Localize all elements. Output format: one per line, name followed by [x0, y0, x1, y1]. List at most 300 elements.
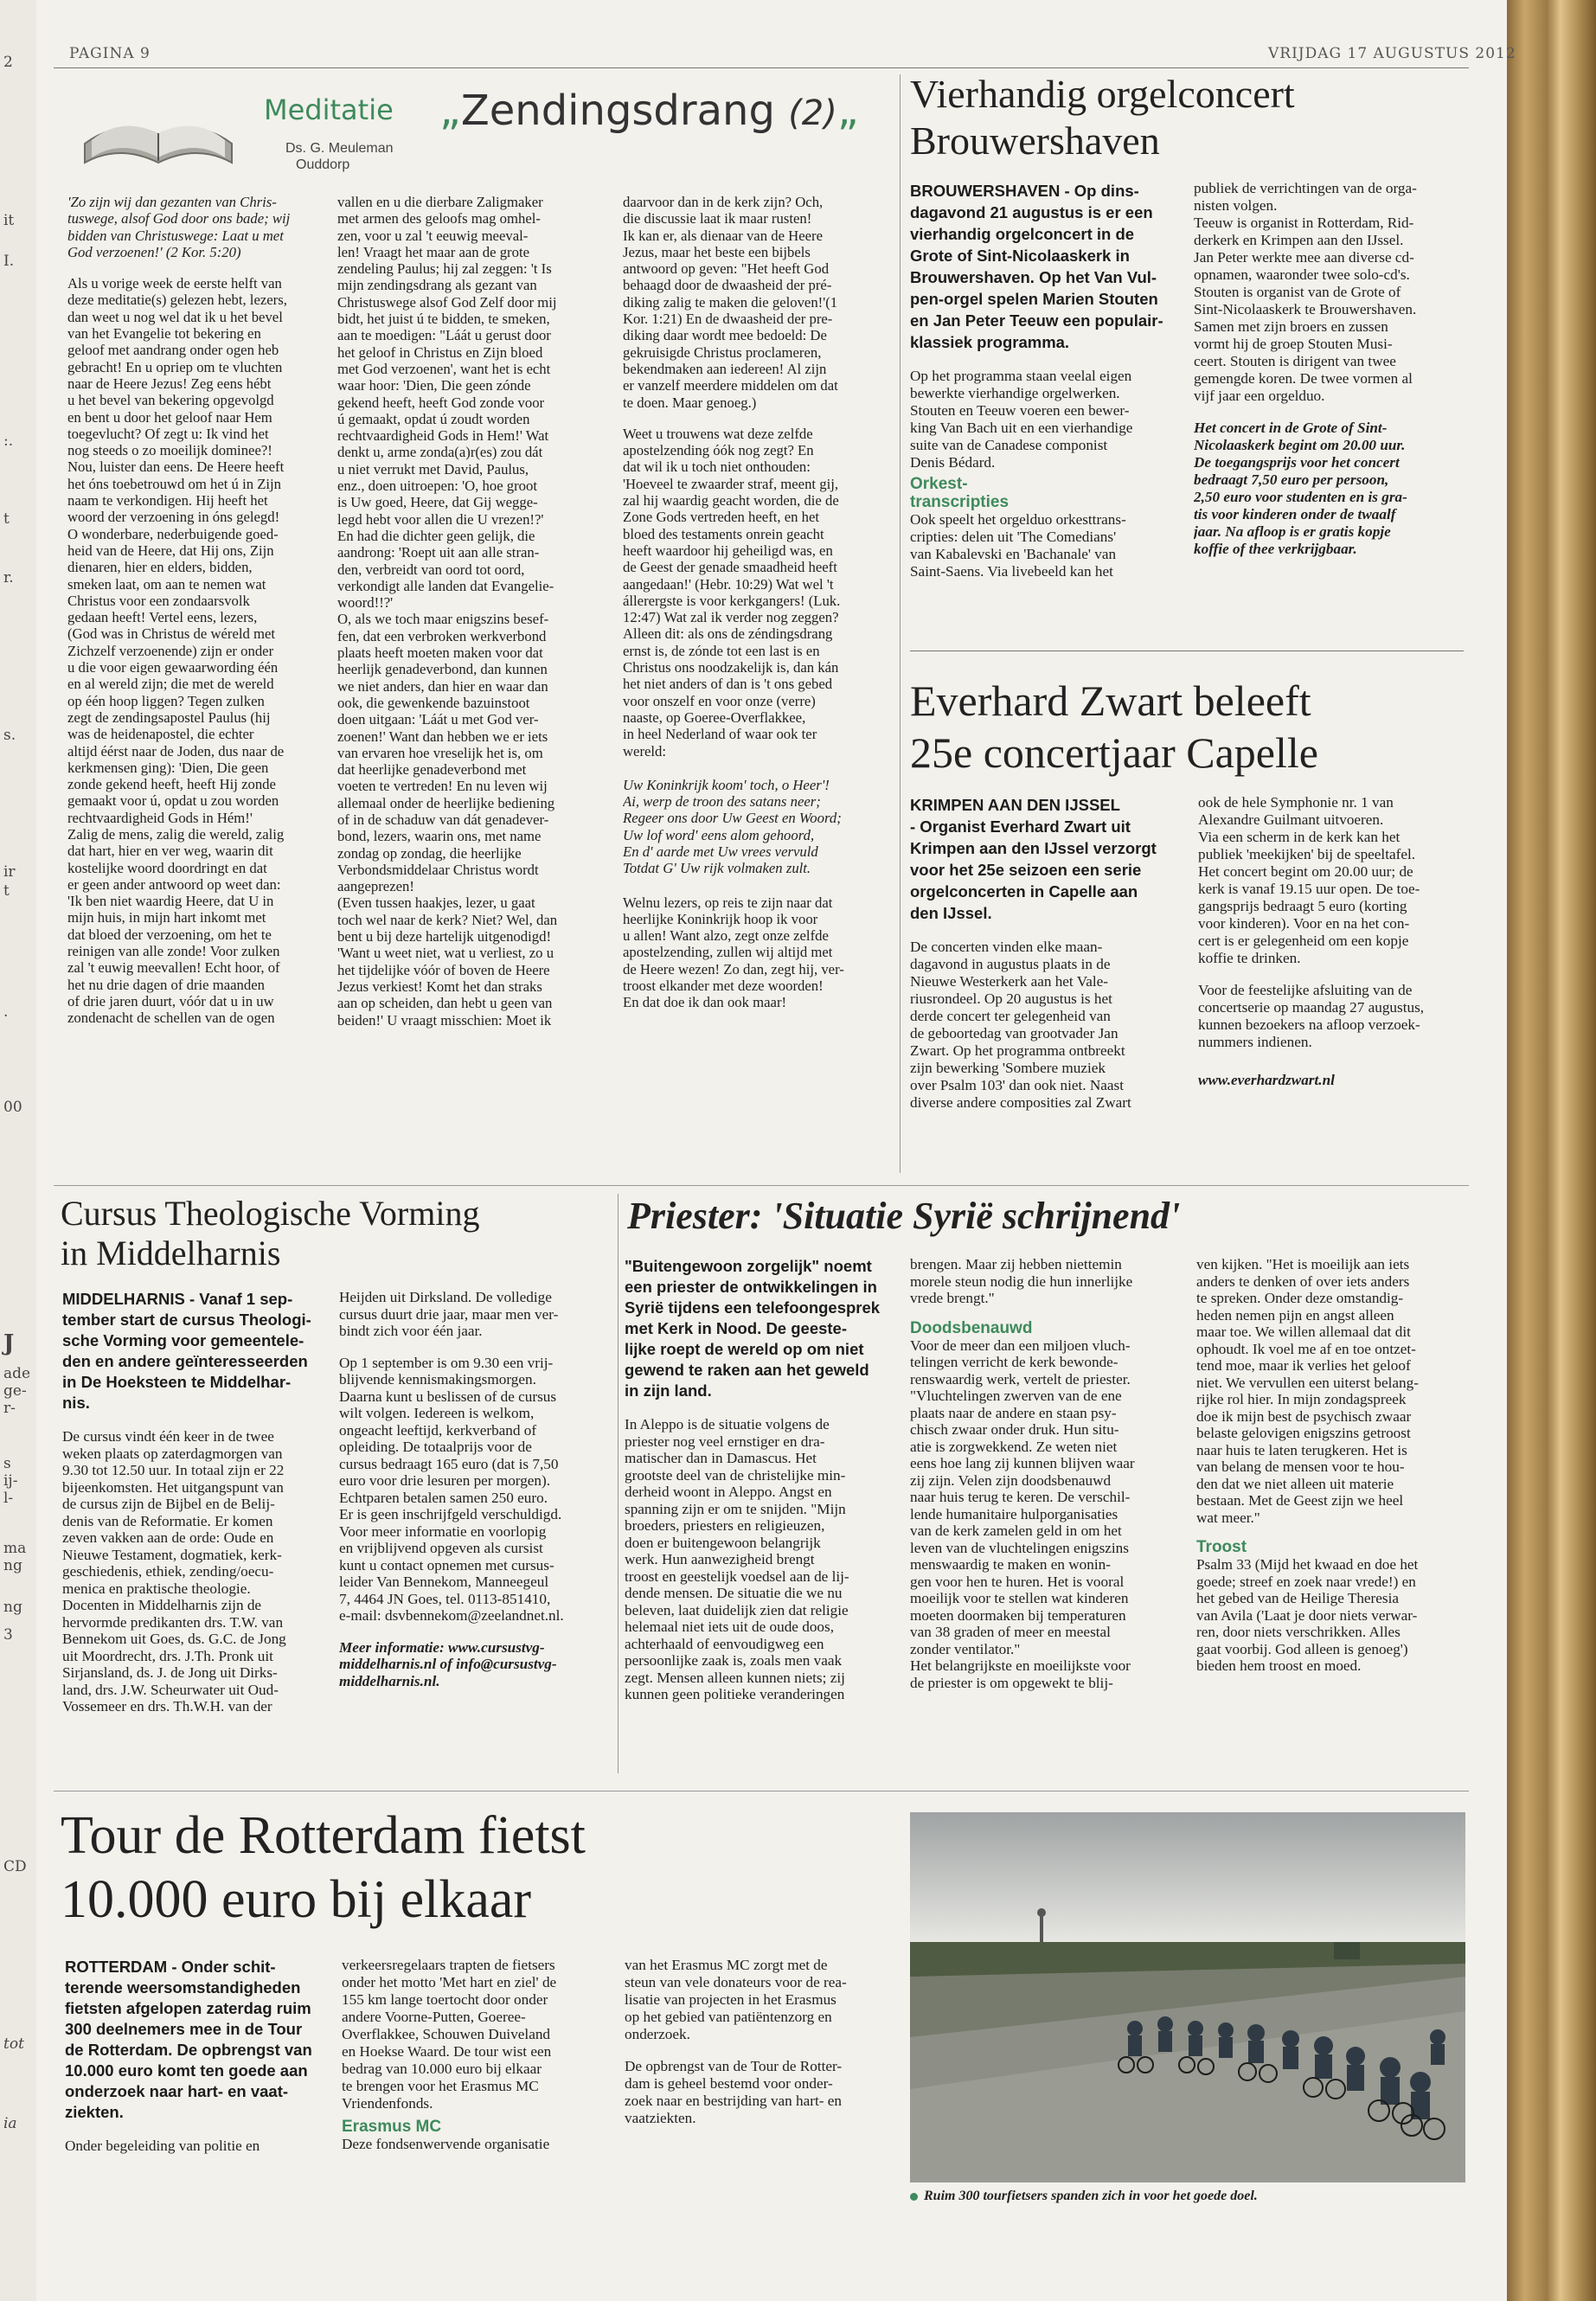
text-line: Docenten in Middelharnis zijn de: [62, 1597, 262, 1613]
text-line: er vanzelf meerdere middelen om dat: [623, 377, 838, 394]
margin-mark: s.: [3, 727, 16, 744]
text-line: Samen met zijn broers en zussen: [1194, 318, 1388, 335]
column-divider: [618, 1194, 619, 1773]
text-line: ongeacht leeftijd, kerkverband of: [339, 1421, 537, 1439]
text-line: Verbondsmiddelaar Christus wordt: [337, 861, 539, 878]
lead-line: fietsten afgelopen zaterdag ruim: [65, 1999, 311, 2017]
text-line: leven van de vluchtelingen enigszins: [910, 1539, 1129, 1556]
text-line: altijd éérst naar de Joden, dus naar de: [67, 742, 285, 760]
lead-line: onderzoek naar hart- en vaat-: [65, 2082, 289, 2100]
margin-mark: ij-: [3, 1472, 18, 1490]
text-line: gaat voorbij. God alleen is genoeg'): [1196, 1640, 1408, 1657]
orgel-headline: Vierhandig orgelconcert: [910, 72, 1295, 116]
text-line: Welnu lezers, op reis te zijn naar dat: [623, 894, 833, 911]
tour-column-3: [625, 1957, 884, 2208]
priester-subhead-1: Doodsbenauwd: [910, 1318, 1033, 1337]
text-line: God verzoenen!' (2 Kor. 5:20): [67, 243, 241, 260]
subhead-line: Orkest-: [910, 475, 968, 493]
margin-mark: ng: [3, 1557, 22, 1574]
text-line: leider Van Bennekom, Manneegeul: [339, 1574, 549, 1590]
text-line: andere Voorne-Putten, Goeree-: [342, 2009, 526, 2025]
text-line: van belang de mensen voor te hou-: [1196, 1458, 1405, 1475]
tour-headline-2: 10.000 euro bij elkaar: [61, 1870, 532, 1929]
text-line: was de heidenapostel, die echter: [67, 726, 254, 743]
text-line: reinigen van alle zonde! Voor zulken: [67, 943, 280, 960]
text-line: we niet anders, dan hier en waar dan: [337, 677, 548, 695]
text-line: doen er buitengewoon belangrijk: [625, 1534, 821, 1551]
cursus-headline: Cursus Theologische Vorming: [61, 1194, 480, 1233]
text-line: brengen. Maar zij hebben niettemin: [910, 1256, 1122, 1272]
text-line: enz., doen uitroepen: 'O, hoe groot: [337, 478, 538, 495]
everhard-headline: Everhard Zwart beleeft: [910, 676, 1311, 725]
text-line: concertserie op maandag 27 augustus,: [1198, 999, 1425, 1016]
text-line: mijn zendingsdrang als gezant van: [337, 277, 537, 294]
text-line: bedrag van 10.000 euro bij elkaar: [342, 2061, 542, 2077]
text-line: dan weet u nog wel dat ik u het bevel: [67, 308, 283, 325]
text-line: de priester is om opgewekt te blij-: [910, 1674, 1113, 1691]
text-line: ernst is, de zónde tot een last is en: [623, 642, 820, 659]
info-line: koffie of thee verkrijgbaar.: [1194, 541, 1357, 557]
poem-line: Ai, werp de troon des satans neer;: [623, 793, 821, 811]
margin-mark: CD: [3, 1858, 27, 1875]
text-line: riusrondeel. Op 20 augustus is het: [910, 990, 1112, 1007]
info-line: Nicolaaskerk begint om 20.00 uur.: [1194, 437, 1406, 453]
text-line: Jezus verkiest! Komt het dan straks: [337, 977, 542, 995]
text-line: ren, door niets verschrikken. Alles: [1196, 1624, 1401, 1640]
text-line: is Uw goed, Heere, dat Gij wegge-: [337, 494, 538, 511]
text-line: allemaal onder de heerlijke bediening: [337, 794, 555, 811]
text-line: vaatziekten.: [625, 2110, 696, 2126]
text-line: diverse andere composities zal Zwart: [910, 1094, 1131, 1111]
everhard-url[interactable]: www.everhardzwart.nl: [1198, 1072, 1335, 1088]
text-line: bidt, het juist ú te bidden, te smeken,: [337, 311, 550, 328]
text-line: zendeling Paulus; hij zal zeggen: 't Is: [337, 260, 552, 278]
binding-edge: [1507, 0, 1596, 2301]
info-line: De toegangsprijs voor het concert: [1194, 454, 1400, 471]
text-line: toegevlucht? Of zegt u: Ik vind het: [67, 425, 269, 442]
everhard-column-1: [910, 794, 1178, 1175]
text-line: 'Hoeveel te zwaarder straf, meent gij,: [623, 475, 839, 492]
text-line: cursus bedraagt 165 euro (dat is 7,50: [339, 1455, 559, 1472]
text-line: cursus duurt drie jaar, maar men ver-: [339, 1305, 559, 1323]
text-line: kunnen bezoekers na afloop verzoek-: [1198, 1016, 1420, 1033]
text-line: te spreken. Onder deze omstandig-: [1196, 1290, 1404, 1306]
text-line: anders te denken of over iets anders: [1196, 1272, 1410, 1290]
text-line: zal 't euwig meevallen! Echt hoor, of: [67, 959, 280, 977]
text-line: broeders, priesters en religieuzen,: [625, 1517, 825, 1534]
tour-column-2: [342, 1957, 601, 2208]
text-line: en bent u door het geloof naar Hem: [67, 408, 272, 426]
text-line: verkeersregelaars trapten de fietsers: [342, 1957, 555, 1973]
text-line: 7, 4464 JN Goes, tel. 0113-851410,: [339, 1590, 551, 1607]
margin-mark: ge-: [3, 1382, 27, 1400]
text-line: moeilijk voor te stellen wat kinderen: [910, 1590, 1129, 1606]
page-label: PAGINA 9: [69, 45, 151, 62]
text-line: Zalig de mens, zalig die wereld, zalig: [67, 825, 285, 843]
text-line: De concerten vinden elke maan-: [910, 939, 1103, 955]
lead-line: dagavond 21 augustus is er een: [910, 203, 1153, 221]
text-line: ven kijken. "Het is moeilijk aan iets: [1196, 1256, 1410, 1272]
text-line: naaste, op Goeree-Overflakkee,: [623, 708, 806, 726]
text-line: u het bevel van bekering opgevolgd: [67, 392, 274, 409]
lead-line: sche Vorming voor gemeentele-: [62, 1331, 304, 1349]
margin-mark: :.: [3, 433, 14, 450]
lead-line: pen-orgel spelen Marien Stouten: [910, 290, 1158, 308]
cursus-column-1: [62, 1289, 322, 1773]
text-line: gen voor hen te huren. Het is vooral: [910, 1573, 1125, 1590]
text-line: woord!!?': [337, 594, 394, 612]
priester-column-3: [1196, 1256, 1465, 1775]
text-line: Ook speelt het orgelduo orkesttrans-: [910, 511, 1126, 528]
text-line: u allen! Want alzo, zegt onze zelfde: [623, 927, 829, 945]
text-line: het geloof in Christus en Zijn bloed: [337, 343, 543, 361]
text-line: moeten doormaken bij temperaturen: [910, 1606, 1126, 1624]
lead-line: en Jan Peter Teeuw een populair-: [910, 311, 1163, 330]
text-line: werk. Hun aanwezigheid brengt: [625, 1551, 815, 1567]
text-line: morele steun nodig die hun innerlijke: [910, 1272, 1133, 1290]
text-line: woord der verzoening in óns gelegd!: [67, 509, 280, 526]
text-line: En had die dichter geen gelijk, die: [337, 527, 535, 544]
text-line: voor kinderen). Voor en na het con-: [1198, 915, 1410, 932]
page-date: VRIJDAG 17 AUGUSTUS 2012: [1268, 45, 1516, 62]
text-line: u die voor eigen gewaarwording één: [67, 659, 279, 676]
text-line: Zwart. Op het programma ontbreekt: [910, 1042, 1125, 1059]
text-line: Zichzelf verzoenende) zijn er onder: [67, 642, 274, 659]
text-line: bekendmaken aan iedereen! Al zijn: [623, 360, 827, 377]
text-line: gebracht! En u opriep om te vluchten: [67, 358, 283, 375]
text-line: de geboortedag van grootvader Jan: [910, 1025, 1118, 1042]
text-line: menica en praktische theologie.: [62, 1580, 251, 1597]
lead-line: met Kerk in Nood. De geeste-: [625, 1319, 848, 1337]
section-divider: [54, 1185, 1469, 1186]
poem-line: En d' aarde met Uw vrees vervuld: [623, 843, 818, 860]
meditation-column-3: [623, 194, 891, 1164]
text-line: die discussie laat ik maar rusten!: [623, 210, 812, 228]
margin-mark: 00: [3, 1099, 22, 1116]
text-line: Voor meer informatie en voorlopig: [339, 1522, 547, 1540]
tour-column-1: [65, 1957, 324, 2208]
orgel-column-1: [910, 180, 1170, 630]
text-line: troost en geestelijk voedsel aan de lij-: [625, 1567, 849, 1585]
text-line: opleiding. De totaalprijs voor de: [339, 1439, 532, 1455]
text-line: "Vluchtelingen zwerven van de ene: [910, 1388, 1122, 1404]
margin-mark: t: [3, 882, 10, 900]
text-line: spanning zijn er om te snijden. "Mijn: [625, 1500, 846, 1517]
text-line: 'Ik ben niet waardig Heere, dat U in: [67, 893, 274, 910]
text-line: Psalm 33 (Mijd het kwaad en doe het: [1196, 1556, 1419, 1573]
lead-line: KRIMPEN AAN DEN IJSSEL: [910, 796, 1120, 814]
meditation-column-2: [337, 194, 597, 1164]
text-line: persoonlijke zaak is, zoals men vaak: [625, 1652, 843, 1669]
tour-headline: Tour de Rotterdam fietst: [61, 1806, 586, 1865]
info-line: jaar. Na afloop is er gratis kopje: [1194, 523, 1391, 540]
lead-line: tember start de cursus Theologi-: [62, 1311, 311, 1329]
poem-line: Regeer ons door Uw Geest en Woord;: [623, 810, 842, 827]
lead-line: nis.: [62, 1394, 90, 1412]
text-line: geschiedenis, ethiek, zending/oecu-: [62, 1563, 274, 1580]
text-line: Alleen dit: als ons de zéndingsdrang: [623, 625, 833, 643]
text-line: chisch zwaar onder druk. Hun situ-: [910, 1421, 1119, 1438]
text-line: 9.30 tot 12.50 uur. In totaal zijn er 22: [62, 1462, 285, 1478]
text-line: waar hoor: 'Dien, Die geen zónde: [337, 377, 531, 394]
margin-mark: ma: [3, 1540, 27, 1557]
text-line: gekruisigde Christus proclameren,: [623, 343, 822, 361]
text-line: zoenen!' Want dan hebben we er iets: [337, 727, 548, 745]
text-line: van het Evangelie tot bekering en: [67, 325, 261, 343]
text-line: uit Moordrecht, drs. J.Th. Pronk uit: [62, 1647, 273, 1664]
info-line: bedraagt 7,50 euro per persoon,: [1194, 471, 1389, 488]
text-line: den dat we niet alleen uit materie: [1196, 1475, 1394, 1492]
text-line: zegt. Mensen alleen kunnen niets; zij: [625, 1669, 845, 1686]
text-line: van Avila ('Laat je door niets verwar-: [1196, 1606, 1418, 1624]
text-line: (Even tussen haakjes, lezer, u gaat: [337, 894, 535, 912]
margin-mark: .: [3, 1003, 9, 1021]
text-line: aandrong: 'Roept uit aan alle stran-: [337, 544, 540, 561]
text-line: te brengen voor het Erasmus MC: [342, 2078, 539, 2094]
text-line: vormt hij de groep Stouten Musi-: [1194, 336, 1393, 352]
text-line: het tijdelijke vóór of boven de Heere: [337, 961, 550, 978]
text-line: matischer dan in Damascus. Het: [625, 1450, 817, 1466]
text-line: Echtparen betalen samen 250 euro.: [339, 1489, 548, 1506]
text-line: rechtvaardigheid Gods in Hém!': [67, 809, 253, 826]
text-line: Zone Gods vertreden heeft, en het: [623, 509, 820, 526]
text-line: heid van de Heere, dat Hij ons, Zijn: [67, 542, 274, 559]
text-line: en al wereld zijn; die met de wereld: [67, 676, 274, 693]
text-line: Stouten en Teeuw voeren een bewer-: [910, 402, 1130, 419]
lead-line: klassiek programma.: [910, 333, 1070, 351]
text-line: bestaan. Met de Geest zijn we heel: [1196, 1492, 1404, 1509]
text-line: aan op scheiden, dan hebt u geen van: [337, 995, 553, 1012]
text-line: tuswege, alsof God door ons bade; wij: [67, 210, 291, 228]
text-line: belaste gelovigen enigszins getroost: [1196, 1425, 1411, 1441]
text-line: Voor de feestelijke afsluiting van de: [1198, 982, 1413, 998]
text-line: fen, dat een verbroken werkverbond: [337, 627, 547, 644]
margin-mark: r.: [3, 569, 14, 586]
column-divider: [900, 74, 901, 1173]
text-line: wereld:: [623, 742, 667, 760]
text-line: gedaan heeft! Vertel eens, lezers,: [67, 609, 258, 626]
lead-line: vierhandig orgelconcert in de: [910, 225, 1135, 243]
margin-mark: 2: [3, 54, 13, 71]
lead-line: Krimpen aan den IJssel verzorgt: [910, 839, 1157, 857]
text-line: en Hoekse Waard. De tour wist een: [342, 2043, 552, 2060]
text-line: onder het motto 'Met hart en ziel' de: [342, 1974, 557, 1990]
text-line: kunt u contact opnemen met cursus-: [339, 1556, 554, 1574]
text-line: ook, die gewenkende bazuinstoot: [337, 694, 530, 711]
text-line: Stouten is organist van de Grote of: [1194, 284, 1401, 300]
text-line: atie is zorgwekkend. Ze weten niet: [910, 1438, 1118, 1455]
text-line: Weet u trouwens wat deze zelfde: [623, 425, 813, 442]
lead-line: gewend te raken aan het geweld: [625, 1361, 869, 1379]
text-line: doe ik mijn best de psychisch zwaar: [1196, 1407, 1412, 1425]
text-line: derkerk en Krimpen aan den IJssel.: [1194, 232, 1404, 248]
text-line: rijke rol hier. In mijn zondagspreek: [1196, 1391, 1407, 1407]
text-line: bijeenkomsten. Het uitgangspunt van: [62, 1478, 284, 1496]
info-line: tis voor kinderen onder de twaalf: [1194, 506, 1396, 522]
text-line: Nieuwe Westerkerk aan het Vale-: [910, 973, 1108, 990]
text-line: naar huis te laten terugkeren. Het is: [1196, 1441, 1407, 1458]
text-line: of in de schaduw van dát genadever-: [337, 811, 549, 828]
priester-subhead-2: Troost: [1196, 1538, 1247, 1556]
text-line: Via een scherm in de kerk kan het: [1198, 829, 1401, 845]
text-line: ceert. Stouten is dirigent van twee: [1194, 353, 1396, 369]
text-line: Nou, luister dan eens. De Heere heeft: [67, 458, 285, 476]
text-line: rechtvaardigheid Gods in Hem!' Wat: [337, 427, 549, 445]
text-line: antwoord op geven: "Het heeft God: [623, 260, 830, 278]
bible-icon: [76, 83, 240, 178]
text-line: telingen verricht de kerk bewonde-: [910, 1354, 1118, 1370]
text-line: dat wil ik u toch niet onthouden:: [623, 458, 811, 476]
margin-mark: ng: [3, 1599, 22, 1616]
text-line: heerlijk genadeverbond, dan kunnen: [337, 661, 548, 678]
text-line: In Aleppo is de situatie volgens de: [625, 1416, 830, 1433]
lead-line: orgelconcerten in Capelle aan: [910, 882, 1138, 901]
margin-mark: ir: [3, 863, 16, 881]
margin-mark: ia: [3, 2115, 17, 2132]
section-label: Meditatie: [264, 93, 394, 126]
text-line: Jezus, maar het beste een bijbels: [623, 243, 811, 260]
text-line: het óns toebetrouwd om het ú in Zijn: [67, 475, 282, 492]
text-line: den, verbreidt van oord tot oord,: [337, 561, 525, 578]
text-line: De opbrengst van de Tour de Rotter-: [625, 2058, 843, 2074]
text-line: blijvende kennismakingsmorgen.: [339, 1371, 536, 1388]
text-line: cripties: delen uit 'The Comedians': [910, 529, 1117, 545]
lead-line: ROTTERDAM - Onder schit-: [65, 1958, 276, 1976]
text-line: derde concert ter gelegenheid van: [910, 1008, 1111, 1024]
text-line: gangsprijs bedraagt 5 euro (korting: [1198, 898, 1407, 914]
text-line: Er is geen inschrijfgeld verschuldigd.: [339, 1506, 562, 1522]
text-line: Alexandre Guilmant uitvoeren.: [1198, 811, 1384, 828]
text-line: bieden hem troost en moed.: [1196, 1657, 1362, 1674]
orgel-column-2: [1194, 180, 1462, 630]
info-line: Het concert in de Grote of Sint-: [1194, 420, 1388, 436]
poem-line: Uw Koninkrijk koom' toch, o Heer'!: [623, 776, 830, 793]
text-line: dat heerlijke genadeverbond met: [337, 761, 527, 779]
lead-line: ziekten.: [65, 2103, 124, 2121]
text-line: bloed des testaments onrein geacht: [623, 525, 824, 542]
text-line: Op 1 september is om 9.30 een vrij-: [339, 1354, 554, 1371]
text-line: er geen ander antwoord op weet dan:: [67, 875, 281, 893]
text-line: [1198, 967, 1462, 982]
caption-bullet-icon: [910, 2193, 918, 2201]
lead-line: voor het 25e seizoen een serie: [910, 861, 1142, 879]
text-line: aangeprezen!: [337, 878, 414, 895]
text-line: nog steeds o zo moeilijk dominee?!: [67, 442, 272, 459]
everhard-column-2: [1198, 794, 1462, 1175]
text-line: behaagd door de dwaasheid der pré-: [623, 277, 832, 294]
text-line: heden nemen pijn en angst alleen: [1196, 1306, 1394, 1324]
text-line: denkt u, arme zonda(a)r(es) zou dát: [337, 444, 543, 461]
text-line: menswaardig te maken en wonin-: [910, 1556, 1111, 1573]
text-line: Daarna kunt u beslissen of de cursus: [339, 1388, 557, 1405]
text-line: wat meer.": [1196, 1509, 1260, 1526]
text-line: vrede brengt.": [910, 1290, 995, 1306]
lead-line: de Rotterdam. De opbrengst van: [65, 2041, 312, 2059]
text-line: van 38 graden of meer en meestal: [910, 1624, 1111, 1640]
text-line: heerlijke Koninkrijk hoop ik voor: [623, 910, 818, 927]
text-line: zij zijn. Velen zijn doodsbenauwd: [910, 1471, 1112, 1489]
text-line: gemengde koren. De twee vormen al: [1194, 370, 1413, 387]
lead-line: MIDDELHARNIS - Vanaf 1 sep-: [62, 1290, 293, 1308]
text-line: bond, lezers, waarin ons, met name: [337, 828, 542, 845]
text-line: Ik kan er, als dienaar van de Heere: [623, 227, 823, 244]
text-line: állerergste is voor kerkgangers! (Luk.: [623, 592, 841, 609]
photo-caption: Ruim 300 tourfietsers spanden zich in voor het goede doel.: [924, 2189, 1258, 2203]
text-line: in heel Nederland of waar ook ter: [623, 726, 817, 743]
margin-mark: s: [3, 1455, 11, 1472]
lead-line: een priester de ontwikkelingen in: [625, 1278, 877, 1296]
text-line: gekend heeft, heeft God zonde voor: [337, 394, 545, 411]
text-line: tend moe, maar ik verlies het geloof: [1196, 1357, 1411, 1374]
text-line: zen, voor u zal 't eeuwig meeval-: [337, 227, 529, 244]
text-line: wilt volgen. Iedereen is welkom,: [339, 1405, 535, 1421]
text-line: Onder begeleiding van politie en: [65, 2138, 260, 2154]
text-line: onderzoek.: [625, 2026, 690, 2042]
text-line: vallen en u die dierbare Zaligmaker: [337, 194, 543, 210]
text-line: Jan Peter werkte mee aan diverse cd-: [1194, 249, 1414, 266]
text-line: Teeuw is organist in Rotterdam, Rid-: [1194, 215, 1414, 231]
priester-column-2: [910, 1256, 1178, 1775]
lead-line: terende weersomstandigheden: [65, 1978, 301, 1997]
cyclists-photo: [910, 1812, 1465, 2182]
header-rule: [54, 67, 1469, 68]
text-line: Saint-Saens. Via livebeeld kan het: [910, 563, 1113, 580]
text-line: Christus voor een zondaarsvolk: [67, 592, 250, 609]
text-line: mijn huis, in mijn hart inkomt met: [67, 909, 266, 926]
text-line: renswaardig werk, vertelt de priester.: [910, 1370, 1131, 1388]
text-line: Vossemeer en drs. Th.W.H. van der: [62, 1698, 272, 1715]
info-line: middelharnis.nl.: [339, 1672, 440, 1689]
text-line: 155 km lange toertocht door onder: [342, 1991, 548, 2008]
text-line: maar toe. We willen allemaal dat dit: [1196, 1324, 1411, 1340]
text-line: nisten volgen.: [1194, 197, 1278, 214]
text-line: lisatie van projecten in het Erasmus: [625, 1991, 836, 2008]
text-line: Denis Bédard.: [910, 454, 996, 471]
text-line: Sirjansland, ds. J. de Jong uit Dirks-: [62, 1664, 278, 1681]
margin-mark: ade: [3, 1365, 31, 1382]
text-line: [67, 260, 320, 275]
tour-subhead: Erasmus MC: [342, 2118, 442, 2136]
text-line: smeken laat, om aan te nemen wat: [67, 575, 266, 593]
text-line: aangedaan!' (Hebr. 10:29) Wat wel 't: [623, 575, 834, 593]
text-line: publiek 'meekijken' bij de speeltafel.: [1198, 846, 1416, 862]
text-line: zoek naar en bestrijding van hart- en: [625, 2093, 843, 2109]
text-line: Overflakkee, Schouwen Duiveland: [342, 2026, 551, 2042]
margin-mark: 3: [3, 1626, 13, 1644]
text-line: O wonderbare, nederbuigende goed-: [67, 525, 279, 542]
text-line: priester nog veel ernstiger en dra-: [625, 1433, 825, 1450]
text-line: cert is er gelegenheid om een kopje: [1198, 933, 1409, 949]
text-line: opnamen, waaronder twee solo-cd's.: [1194, 266, 1410, 283]
info-line: 2,50 euro voor studenten en is gra-: [1194, 489, 1407, 505]
text-line: Voor de meer dan een miljoen vluch-: [910, 1336, 1131, 1354]
text-line: Christuswege alsof God Zelf door mij: [337, 293, 557, 311]
text-line: diking zalig te maken die geloven!'(1: [623, 293, 838, 311]
text-line: Het belangrijkste en moeilijkste voor: [910, 1657, 1131, 1674]
text-line: voor onszelf en voor onze (verre): [623, 692, 816, 709]
text-line: ú gemaakt, opdat ú zoudt worden: [337, 410, 530, 427]
lead-line: in De Hoeksteen te Middelhar-: [62, 1373, 292, 1391]
text-line: te doen. Maar genoeg.): [623, 394, 757, 411]
meditation-column-1: [67, 194, 320, 1164]
lead-line: den IJssel.: [910, 904, 992, 922]
author: Ds. G. Meuleman: [285, 141, 394, 156]
text-line: kerkmensen ging): 'Dien, Die geen: [67, 759, 269, 776]
text-line: plaats heeft moeten maken voor dat: [337, 644, 543, 662]
text-line: het gebed van de Heilige Theresia: [1196, 1590, 1400, 1606]
lead-line: "Buitengewoon zorgelijk" noemt: [625, 1257, 872, 1275]
text-line: van het Erasmus MC zorgt met de: [625, 1957, 828, 1973]
